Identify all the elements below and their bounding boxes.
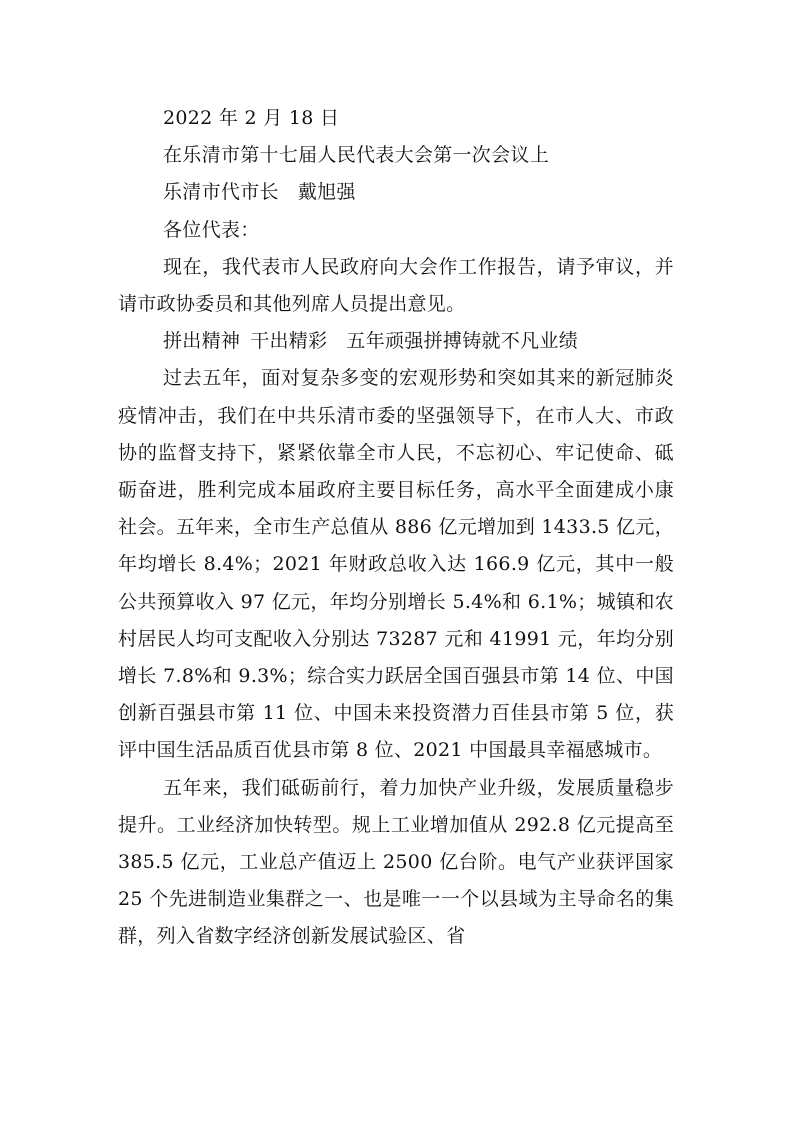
intro-paragraph: 现在，我代表市人民政府向大会作工作报告，请予审议，并请市政协委员和其他列席人员提出意见。 (118, 255, 674, 316)
heading-part-3: 五年顽强拼搏铸就不凡业绩 (346, 330, 579, 353)
speaker-line (118, 174, 674, 211)
speaker-title: 乐清市代市长 (163, 181, 279, 204)
section-heading (118, 323, 674, 360)
body-paragraph-1: 过去五年，面对复杂多变的宏观形势和突如其来的新冠肺炎疫情冲击，我们在中共乐清市委的坚强领导下，在市人大、市政协的监督支持下，紧紧依靠全市人民，不忘初心、牢记使命、砥砺奋进，胜利完成本届政府主要目标任务，高水平全面建成小康社会。五年来，全市生产总值从 886 亿元增加到 1433.5 亿元，年均增长 8.4%；2021 年财政总收入达 166.9 亿元，其中一般公共预算收入 97 亿元，年均分别增长 5.4%和 6.1%；城镇和农村居民人均可支配收入分别达 73287 元和 41991 元，年均分别增长 7.8%和 9.3%；综合实力跃居全国百强县市第 14 位、中国创新百强县市第 11 位、中国未来投资潜力百佳县市第 5 位，获评中国生活品质百优县市第 8 位、2021 中国最具幸福感城市。 (118, 367, 674, 762)
speaker-name: 戴旭强 (297, 181, 356, 204)
body-paragraph-2: 五年来，我们砥砺前行，着力加快产业升级，发展质量稳步提升。工业经济加快转型。规上工业增加值从 292.8 亿元提高至 385.5 亿元，工业总产值迈上 2500 亿台阶。电气产业获评国家 25 个先进制造业集群之一、也是唯一一个以县域为主导命名的集群，列入省数字经济创新发展试验区、省 (118, 776, 674, 948)
salutation: 各位代表： (163, 218, 260, 241)
heading-part-1: 拼出精神 (163, 330, 241, 353)
report-body (118, 100, 674, 956)
heading-part-2: 干出精彩 (250, 330, 328, 353)
meeting-line: 在乐清市第十七届人民代表大会第一次会议上 (163, 144, 550, 167)
report-date: 2022 年 2 月 18 日 (163, 107, 340, 129)
